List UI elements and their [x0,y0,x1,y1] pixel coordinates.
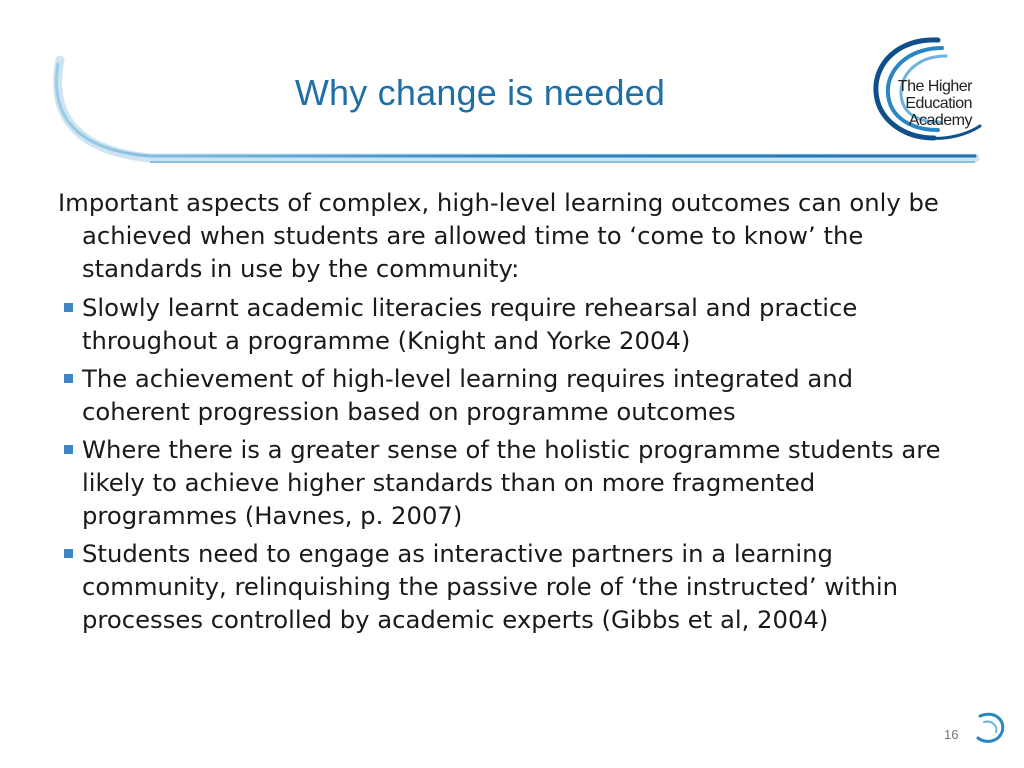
square-bullet-icon [64,445,73,454]
swirl-corner-icon [968,708,1008,748]
bullet-text: Slowly learnt academic literacies require rehearsal and practice throughout a programme (Knight and Yorke 2004) [82,293,858,355]
slide-title: Why change is needed [294,72,666,113]
bullet-item [58,291,968,357]
bullet-item [58,362,968,428]
bullet-item [58,433,968,532]
bullet-item [58,537,968,636]
bullet-text: Students need to engage as interactive partners in a learning community, relinquishing the passive role of ‘the instructed’ within processes controlled by academic experts (Gibbs et al, 2004) [82,539,899,634]
square-bullet-icon [64,374,73,383]
logo-line-2: Education [905,95,972,112]
bullet-list [58,291,968,636]
logo-line-3: Academy [908,112,972,129]
logo-text [898,78,972,129]
bullet-text: Where there is a greater sense of the holistic programme students are likely to achieve higher standards than on more fragmented programmes (Havnes, p. 2007) [82,435,941,530]
square-bullet-icon [64,549,73,558]
square-bullet-icon [64,303,73,312]
page-number: 16 [944,727,959,742]
hea-logo [868,34,986,144]
intro-paragraph: Important aspects of complex, high-level learning outcomes can only be achieved when students are allowed time to ‘come to know’ the standards in use by the community: [58,188,939,283]
slide-body [58,186,968,641]
logo-line-1: The Higher [897,78,972,95]
bullet-text: The achievement of high-level learning requires integrated and coherent progression based on programme outcomes [82,364,854,426]
